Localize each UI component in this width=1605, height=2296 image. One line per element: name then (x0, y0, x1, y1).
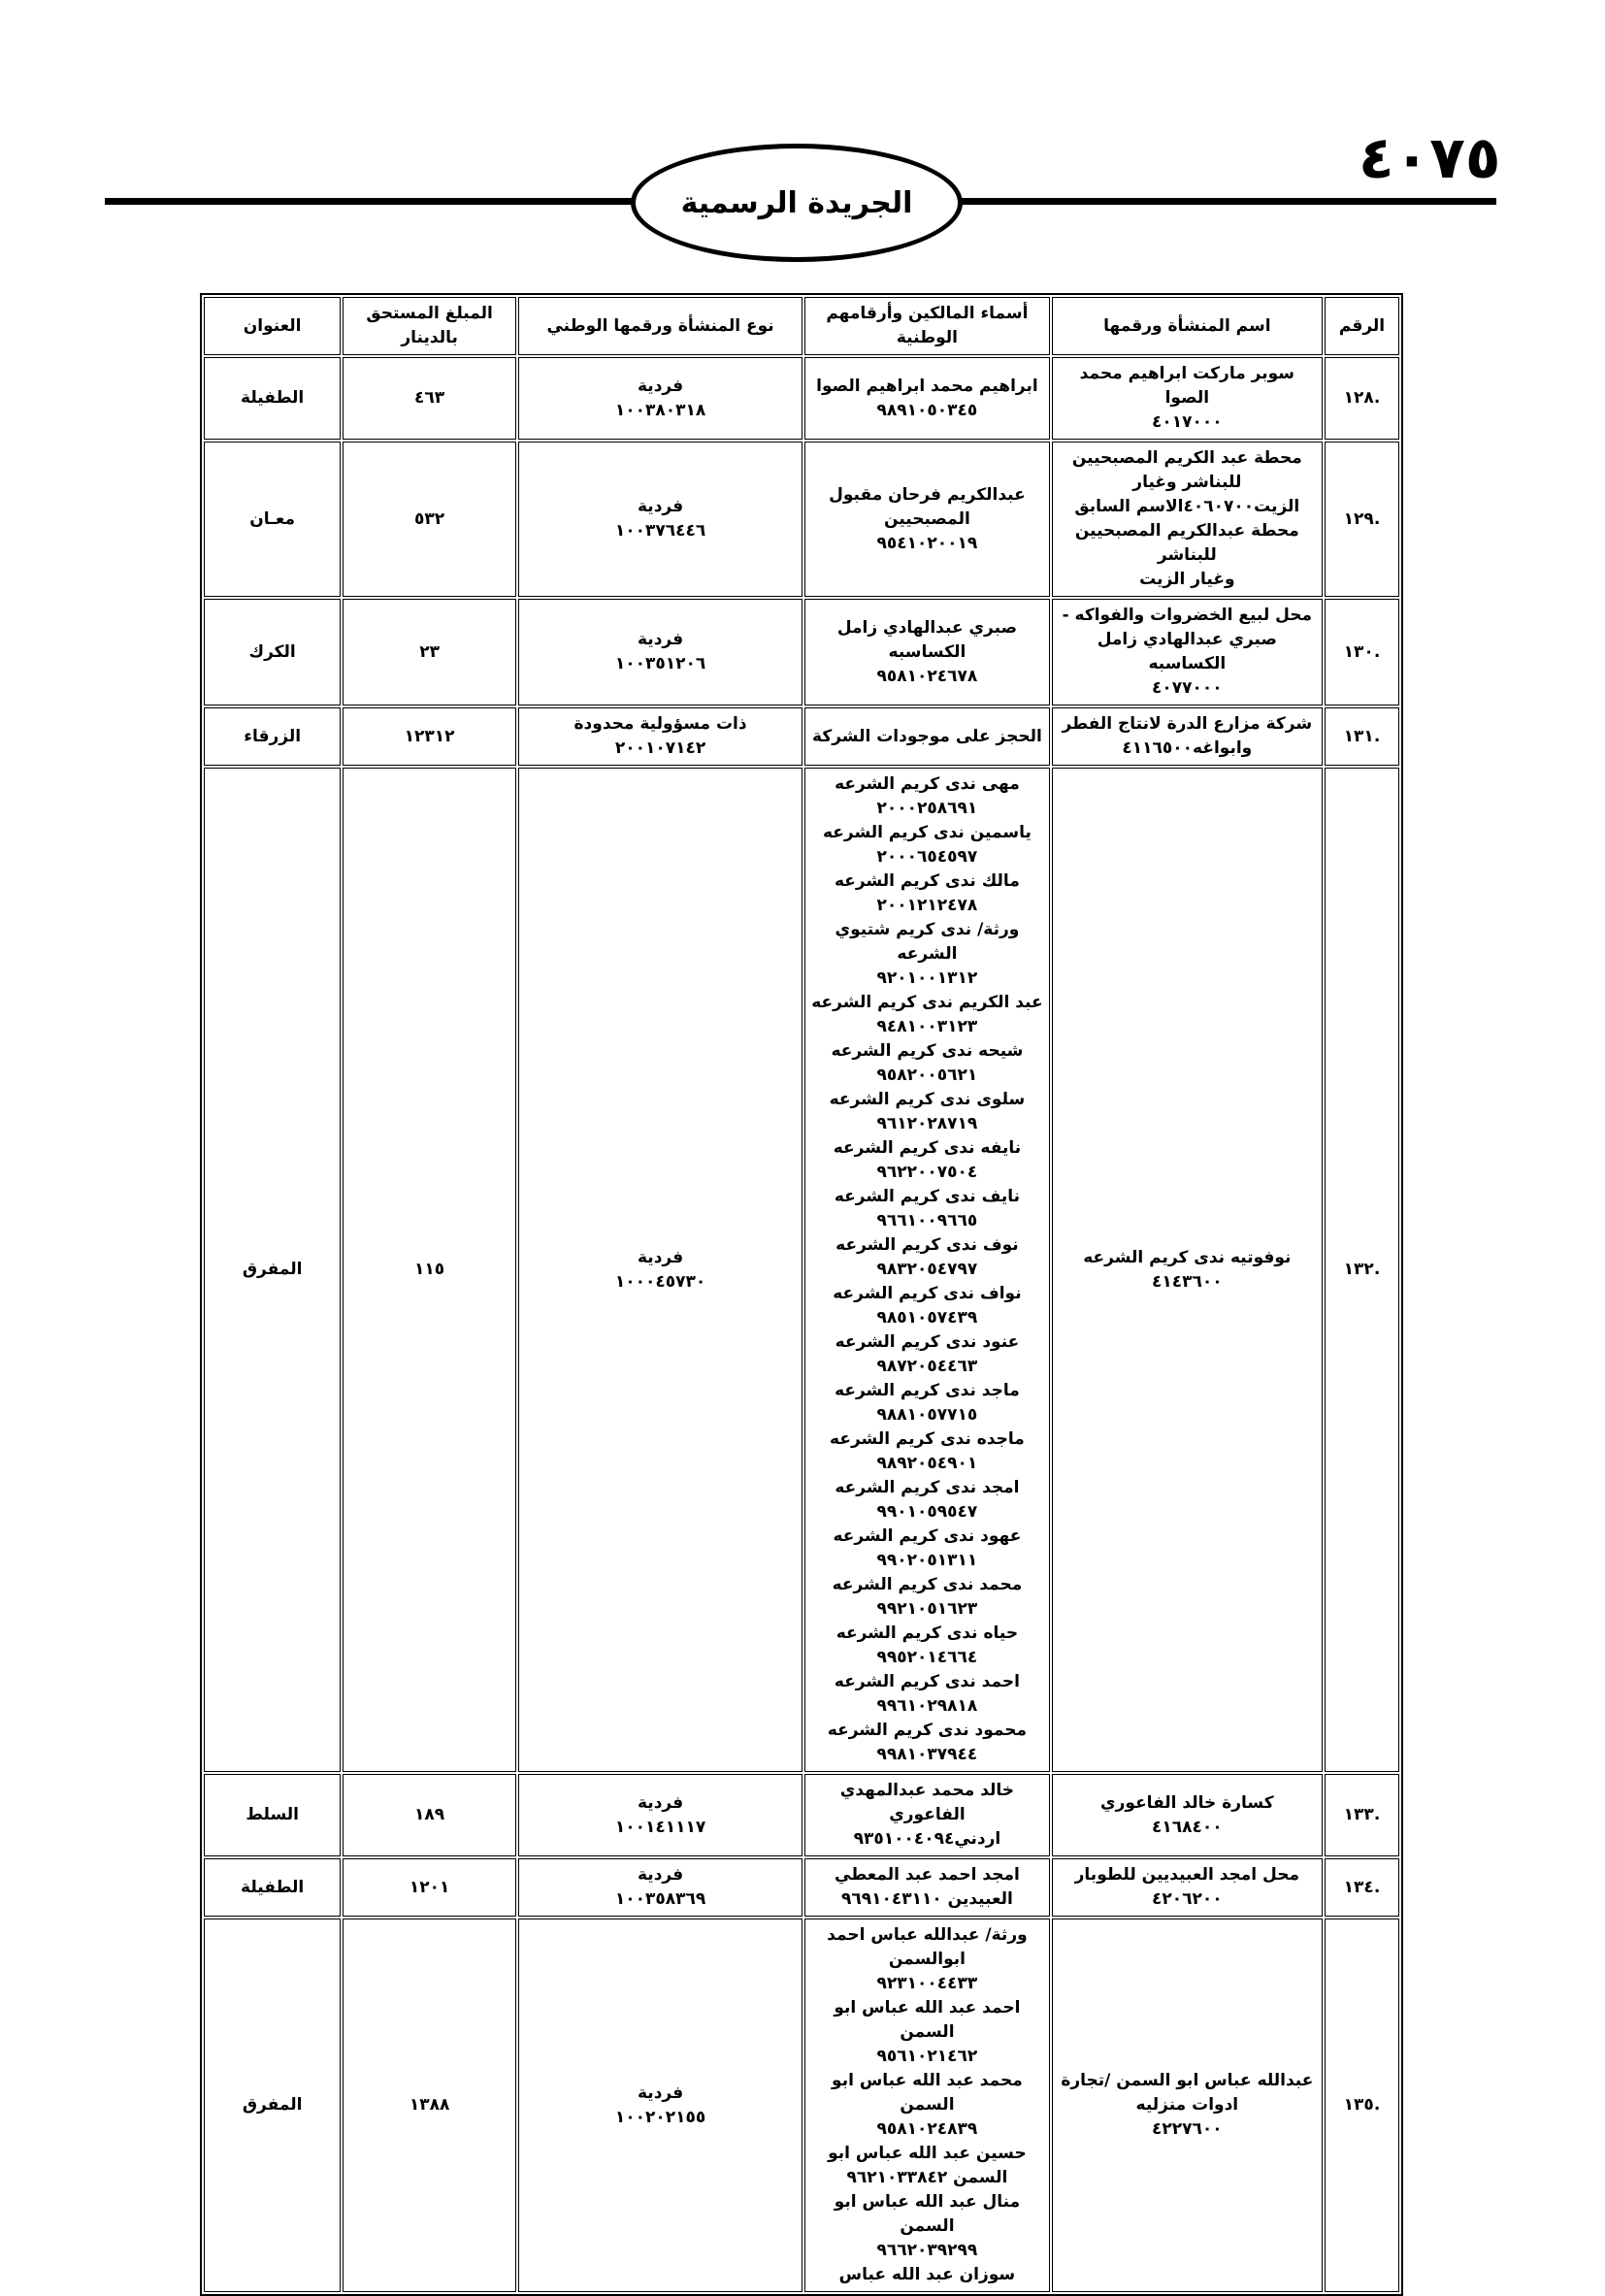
facility-cell (1052, 599, 1323, 705)
owner-line: المصبحيين (884, 508, 970, 529)
type-line: ١٠٠٣٥١٢٠٦ (614, 654, 706, 673)
owner-line: مهى ندى كريم الشرعه (835, 774, 1020, 794)
table-header-row (204, 297, 1399, 355)
owner-line: محمد ندى كريم الشرعه (832, 1575, 1023, 1594)
owner-line: ورثة/ ندى كريم شتيوي (835, 920, 1020, 939)
table-row (204, 1919, 1399, 2292)
records-table (200, 293, 1403, 2296)
owner-line: حسين عبد الله عباس ابو (828, 2144, 1027, 2163)
owner-line: عبد الكريم ندى كريم الشرعه (811, 993, 1043, 1012)
address-cell: المفرق (204, 1919, 341, 2292)
type-line: ١٠٠٣٧٦٤٤٦ (614, 521, 706, 541)
row-number-cell: .١٣٥ (1325, 1919, 1399, 2292)
owner-line: عهود ندى كريم الشرعه (833, 1526, 1022, 1546)
page-number: ٤٠٧٥ (1359, 124, 1501, 192)
owner-line: امجد ندى كريم الشرعه (835, 1478, 1020, 1497)
header-number: الرقم (1325, 297, 1399, 355)
row-number-cell: .١٣٠ (1325, 599, 1399, 705)
owners-cell (804, 599, 1050, 705)
owner-line: ٩٨٥١٠٥٧٤٣٩ (876, 1308, 978, 1328)
facility-line: ادوات منزليه (1135, 2095, 1239, 2115)
owners-cell (804, 1858, 1050, 1917)
owner-line: ٩٩٥٢٠١٤٦٦٤ (876, 1648, 978, 1667)
table-row (204, 442, 1399, 597)
owners-cell (804, 357, 1050, 440)
table-row (204, 707, 1399, 766)
amount-cell: ٥٣٢ (343, 442, 516, 597)
owners-cell (804, 1774, 1050, 1856)
facility-line: نوفوتيه ندى كريم الشرعه (1083, 1247, 1292, 1267)
type-line: ٢٠٠١٠٧١٤٢ (614, 738, 706, 758)
owner-line: نواف ندى كريم الشرعه (833, 1284, 1022, 1303)
table-row (204, 1774, 1399, 1856)
address-cell: الطفيلة (204, 357, 341, 440)
owners-cell (804, 707, 1050, 766)
owner-line: محمود ندى كريم الشرعه (827, 1721, 1028, 1740)
table-body (204, 357, 1399, 2292)
owner-line: حياه ندى كريم الشرعه (835, 1624, 1019, 1643)
owner-line: ٩٥٨٢٠٠٥٦٢١ (876, 1066, 978, 1085)
header-type: نوع المنشأة ورقمها الوطني (518, 297, 802, 355)
owner-line: سوزان عبد الله عباس (838, 2265, 1016, 2284)
type-line: فردية (638, 497, 684, 516)
owner-line: محمد عبد الله عباس ابو السمن (832, 2071, 1023, 2115)
row-number-cell: .١٣١ (1325, 707, 1399, 766)
owner-line: ابوالسمن (888, 1950, 966, 1969)
owner-line: ٢٠٠٠٦٥٤٥٩٧ (876, 847, 978, 867)
owner-line: شيحه ندى كريم الشرعه (831, 1041, 1024, 1061)
row-number-cell: .١٢٨ (1325, 357, 1399, 440)
amount-cell: ٢٣ (343, 599, 516, 705)
table-row (204, 599, 1399, 705)
header-owners: أسماء المالكين وأرقامهم الوطنية (804, 297, 1050, 355)
owner-line: ٢٠٠٠٢٥٨٦٩١ (876, 799, 978, 818)
owner-line: سلوى ندى كريم الشرعه (829, 1090, 1026, 1109)
masthead-title: الجريدة الرسمية (631, 144, 963, 262)
facility-line: محل امجد العبيديين للطوبار (1074, 1865, 1299, 1885)
facility-line: ٤٢٠٦٢٠٠ (1152, 1889, 1223, 1909)
owner-line: الشرعه (897, 944, 958, 964)
facility-line: وابواغه٤١١٦٥٠٠ (1122, 738, 1253, 758)
owner-line: ٩٩٠١٠٥٩٥٤٧ (876, 1502, 978, 1522)
amount-cell: ١٢٠١ (343, 1858, 516, 1917)
owner-line: مالك ندى كريم الشرعه (835, 871, 1020, 891)
owner-line: ياسمين ندى كريم الشرعه (823, 823, 1032, 842)
type-cell (518, 599, 802, 705)
facility-cell (1052, 357, 1323, 440)
owner-line: ٩٥٨١٠٢٤٦٧٨ (876, 666, 978, 686)
facility-cell (1052, 1919, 1323, 2292)
owner-line: نايف ندى كريم الشرعه (834, 1187, 1020, 1206)
owners-cell (804, 442, 1050, 597)
type-line: ١٠٠٢٠٢١٥٥ (614, 2107, 706, 2127)
owners-cell (804, 768, 1050, 1772)
address-cell: الطفيلة (204, 1858, 341, 1917)
type-cell (518, 1774, 802, 1856)
type-line: فردية (638, 1247, 684, 1267)
owner-line: صبري عبدالهادي زامل (836, 617, 1017, 638)
type-line: ١٠٠٣٥٨٣٦٩ (614, 1889, 706, 1909)
type-line: فردية (638, 2083, 684, 2103)
facility-cell (1052, 1858, 1323, 1917)
facility-line: ٤١٤٣٦٠٠ (1152, 1271, 1223, 1292)
owner-line: ماجد ندى كريم الشرعه (835, 1381, 1020, 1400)
owner-line: نايفه ندى كريم الشرعه (833, 1138, 1022, 1158)
owner-line: ٩٨٧٢٠٥٤٤٦٣ (876, 1357, 978, 1376)
address-cell: الكرك (204, 599, 341, 705)
type-line: ذات مسؤولية محدودة (573, 714, 747, 734)
owner-line: عبدالكريم فرحان مقبول (829, 484, 1026, 505)
facility-line: ٤٠١٧٠٠٠ (1152, 412, 1223, 432)
owner-line: ٩٩٠٢٠٥١٣١١ (876, 1551, 978, 1570)
facility-line: للبناشر وغيار (1132, 473, 1242, 492)
table-row (204, 768, 1399, 1772)
facility-cell (1052, 768, 1323, 1772)
type-line: فردية (638, 1792, 684, 1813)
facility-cell (1052, 442, 1323, 597)
owner-line: ماجده ندى كريم الشرعه (830, 1429, 1025, 1449)
address-cell: الزرقاء (204, 707, 341, 766)
row-number-cell: .١٢٩ (1325, 442, 1399, 597)
row-number-cell: .١٣٤ (1325, 1858, 1399, 1917)
type-cell (518, 1858, 802, 1917)
facility-line: ٤٠٧٧٠٠٠ (1152, 678, 1223, 698)
facility-line: كسارة خالد الفاعوري (1100, 1792, 1274, 1813)
type-cell (518, 768, 802, 1772)
owner-line: ٢٠٠١٢١٢٤٧٨ (876, 896, 978, 915)
owner-line: خالد محمد عبدالمهدي الفاعوري (839, 1781, 1015, 1824)
owner-line: ٩٨٣٢٠٥٤٧٩٧ (876, 1260, 978, 1279)
facility-line: محل لبيع الخضروات والفواكه - (1062, 606, 1313, 625)
owner-line: عنود ندى كريم الشرعه (835, 1332, 1020, 1352)
owner-line: السمن ٩٦٢١٠٣٣٨٤٢ (846, 2168, 1008, 2187)
amount-cell: ١٨٩ (343, 1774, 516, 1856)
header-address: العنوان (204, 297, 341, 355)
owner-line: ٩٥٨١٠٢٤٨٣٩ (876, 2119, 978, 2139)
owner-line: احمد ندى كريم الشرعه (834, 1672, 1020, 1691)
owner-line: ٩٨٨١٠٥٧٧١٥ (876, 1405, 978, 1425)
facility-line: محطة عبدالكريم المصبحيين (1074, 521, 1299, 541)
type-line: فردية (638, 376, 684, 396)
owner-line: ٩٢٠١٠٠١٣١٢ (876, 968, 978, 988)
owner-line: ٩٨٩٢٠٥٤٩٠١ (876, 1454, 978, 1473)
owner-line: الحجز على موجودات الشركة (812, 726, 1042, 746)
type-cell (518, 357, 802, 440)
owner-line: ٩٤٨١٠٠٣١٢٣ (876, 1017, 978, 1036)
owner-line: اردني٩٣٥١٠٠٤٠٩٤ (853, 1829, 1001, 1849)
type-line: فردية (638, 630, 684, 649)
type-line: ١٠٠١٤١١١٧ (614, 1817, 706, 1837)
owner-line: احمد عبد الله عباس ابو السمن (834, 1998, 1021, 2042)
facility-line: وغيار الزيت (1139, 570, 1235, 589)
owner-line: ٩٦٦٢٠٣٩٢٩٩ (876, 2241, 978, 2260)
facility-line: للبناشر (1157, 545, 1217, 565)
row-number-cell: .١٣٣ (1325, 1774, 1399, 1856)
type-line: ١٠٠٠٤٥٧٣٠ (614, 1271, 706, 1292)
row-number-cell: .١٣٢ (1325, 768, 1399, 1772)
owner-line: ٩٦٦١٠٠٩٦٦٥ (876, 1211, 978, 1230)
facility-line: محطة عبد الكريم المصبحيين (1071, 448, 1302, 468)
facility-line: عبدالله عباس ابو السمن /تجارة (1061, 2071, 1314, 2090)
owner-line: ٩٩٦١٠٢٩٨١٨ (876, 1696, 978, 1716)
header-facility: اسم المنشأة ورقمها (1052, 297, 1323, 355)
owner-line: ورثة/ عبدالله عباس احمد (827, 1925, 1028, 1945)
address-cell: معـان (204, 442, 341, 597)
owners-cell (804, 1919, 1050, 2292)
facility-line: صبري عبدالهادي زامل الكساسبه (1097, 630, 1277, 673)
type-cell (518, 442, 802, 597)
type-cell (518, 1919, 802, 2292)
owner-line: امجد احمد عبد المعطي (835, 1865, 1020, 1885)
owner-line: ٩٦١٢٠٢٨٧١٩ (876, 1114, 978, 1133)
facility-line: سوبر ماركت ابراهيم محمد الصوا (1079, 364, 1294, 408)
table-row (204, 1858, 1399, 1917)
facility-line: ٤١٦٨٤٠٠ (1152, 1817, 1223, 1837)
owner-line: منال عبد الله عباس ابو السمن (834, 2192, 1021, 2236)
amount-cell: ١٢٣١٢ (343, 707, 516, 766)
owner-line: ٩٥٤١٠٢٠٠١٩ (876, 533, 978, 553)
address-cell: السلط (204, 1774, 341, 1856)
type-line: فردية (638, 1865, 684, 1885)
owner-line: نوف ندى كريم الشرعه (835, 1235, 1019, 1255)
header-amount: المبلغ المستحق بالدينار (343, 297, 516, 355)
owner-line: الكساسبه (888, 641, 966, 662)
facility-cell (1052, 707, 1323, 766)
owner-line: ٩٩٢١٠٥١٦٢٣ (876, 1599, 978, 1619)
amount-cell: ٤٦٣ (343, 357, 516, 440)
type-cell (518, 707, 802, 766)
facility-line: ٤٢٢٧٦٠٠ (1152, 2119, 1223, 2139)
owner-line: ٩٢٣١٠٠٤٤٣٣ (876, 1974, 978, 1993)
owner-line: ٩٥٦١٠٢١٤٦٢ (876, 2047, 978, 2066)
facility-cell (1052, 1774, 1323, 1856)
table-row (204, 357, 1399, 440)
amount-cell: ١١٥ (343, 768, 516, 1772)
facility-line: الزيت٤٠٦٠٧٠٠الاسم السابق (1074, 497, 1300, 516)
amount-cell: ١٣٨٨ (343, 1919, 516, 2292)
owner-line: ابراهيم محمد ابراهيم الصوا (816, 376, 1038, 396)
address-cell: المفرق (204, 768, 341, 1772)
owner-line: العبيدين ٩٦٩١٠٤٣١١٠ (840, 1889, 1013, 1909)
owner-line: ٩٦٢٢٠٠٧٥٠٤ (876, 1163, 978, 1182)
facility-line: شركة مزارع الدرة لانتاج الفطر (1062, 714, 1313, 734)
type-line: ١٠٠٣٨٠٣١٨ (614, 400, 706, 420)
owner-line: ٩٩٨١٠٣٧٩٤٤ (876, 1745, 978, 1764)
owner-line: ٩٨٩١٠٥٠٣٤٥ (876, 400, 978, 420)
